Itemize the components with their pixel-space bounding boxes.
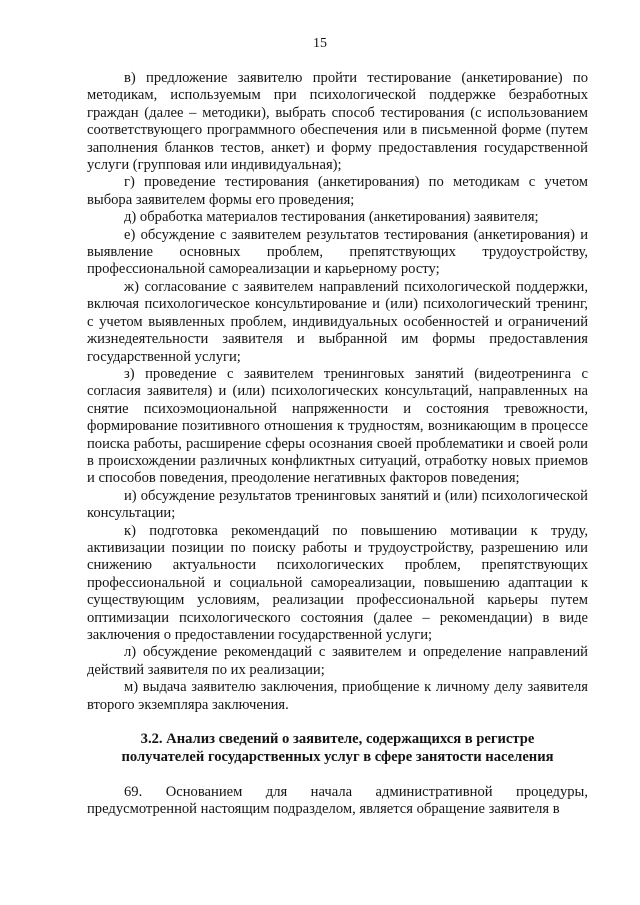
paragraph-z: з) проведение с заявителем тренинговых занятий (видеотренинга с согласия заявителя) и (или) психологических консультаций, направленных на снятие психоэмоциональной напряженности и состояния тревожности, формирование позитивного отношения к трудностям, возникающим в процессе поиска работы, расширение сферы осознания своей проблематики и своей роли в происхождении различных конфликтных ситуаций, отработку новых приемов и способов поведения, преодоление негативных факторов поведения; <box>87 365 588 487</box>
paragraph-k: к) подготовка рекомендаций по повышению мотивации к труду, активизации позиции по поиску работы и трудоустройству, разрешению или снижению актуальности психологических проблем, препятствующих профессиональной и социальной самореализации, повышению адаптации к существующим условиям, реализации профессиональной карьеры путем оптимизации психологического состояния (далее – рекомендации) в виде заключения о предоставлении государственной услуги; <box>87 522 588 643</box>
paragraph-d: д) обработка материалов тестирования (анкетирования) заявителя; <box>124 209 539 226</box>
page-number: 15 <box>313 36 327 51</box>
paragraph-l: л) обсуждение рекомендаций с заявителем и определение направлений действий заявителя по их реализации; <box>87 644 588 678</box>
paragraph-zh: ж) согласование с заявителем направлений психологической поддержки, включая психологическое консультирование и (или) психологический тренинг, с учетом выявленных проблем, индивидуальных особенностей и ограничений жизнедеятельности заявителя и выбранной им формы предоставления государственной услуги; <box>87 278 588 365</box>
paragraph-69: 69. Основанием для начала административной процедуры, предусмотренной настоящим подразделом, является обращение заявителя в <box>87 784 588 818</box>
paragraph-v: в) предложение заявителю пройти тестирование (анкетирование) по методикам, используемым при психологической поддержке безработных граждан (далее – методики), выбрать способ тестирования (с использованием соответствующего программного обеспечения или в письменной форме (путем заполнения бланков тестов, анкет) и форму предоставления государственной услуги (групповая или индивидуальная); <box>87 70 588 174</box>
paragraph-i: и) обсуждение результатов тренинговых занятий и (или) психологической консультации; <box>87 487 588 522</box>
section-heading <box>87 730 588 766</box>
section-heading-line-2: получателей государственных услуг в сфере занятости населения <box>121 749 554 766</box>
section-heading-line-1: 3.2. Анализ сведений о заявителе, содержащихся в регистре <box>140 731 535 748</box>
document-body <box>87 70 588 819</box>
paragraph-e: е) обсуждение с заявителем результатов тестирования (анкетирования) и выявление основных проблем, препятствующих трудоустройству, профессиональной самореализации и карьерному росту; <box>87 226 588 278</box>
paragraph-m: м) выдача заявителю заключения, приобщение к личному делу заявителя второго экземпляра заключения. <box>87 679 588 713</box>
paragraph-g: г) проведение тестирования (анкетирования) по методикам с учетом выбора заявителем формы его проведения; <box>87 174 588 208</box>
